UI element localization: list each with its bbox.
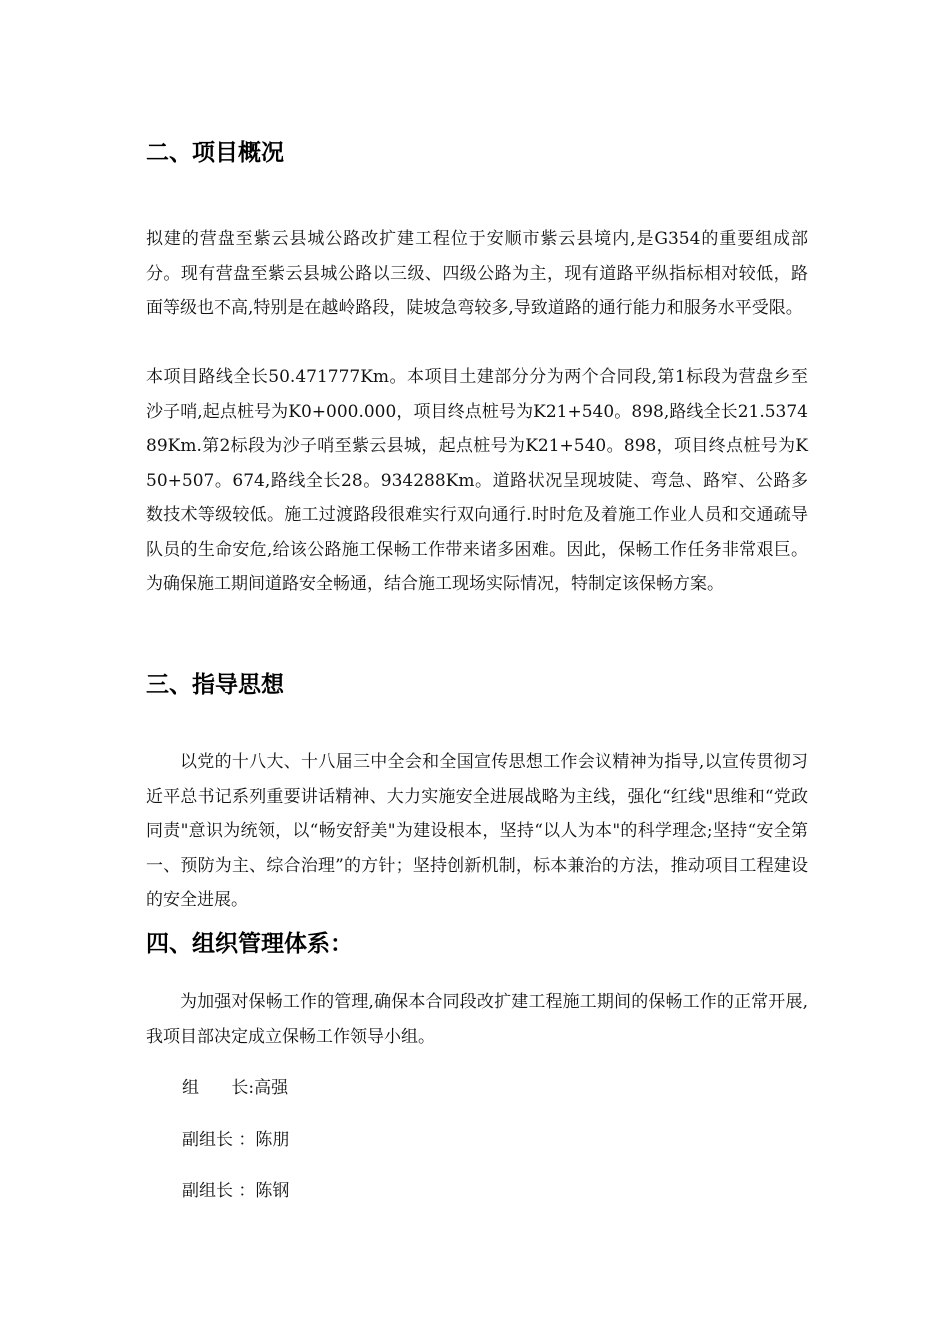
section-heading-guiding: 三、指导思想 — [146, 672, 284, 698]
section-heading-organization: 四、组织管理体系： — [146, 931, 353, 957]
overview-paragraph-1: 拟建的营盘至紫云县城公路改扩建工程位于安顺市紫云县境内,是G354的重要组成部分。现有营盘至紫云县城公路以三级、四级公路为主，现有道路平纵指标相对较低，路面等级也不高,特别是在越岭路段，陡坡急弯较多,导致道路的通行能力和服务水平受限。 — [146, 229, 808, 318]
member-deputy-leader: 副组长 ：陈朋 — [182, 1130, 290, 1150]
organization-paragraph: 为加强对保畅工作的管理,确保本合同段改扩建工程施工期间的保畅工作的正常开展,我项目部决定成立保畅工作领导小组。 — [146, 992, 808, 1047]
overview-paragraph-2: 本项目路线全长50.471777Km。本项目土建部分分为两个合同段,第1标段为营盘乡至沙子哨,起点桩号为K0+000.000，项目终点桩号为K21+540。898,路线全长21.537489Km.第2标段为沙子哨至紫云县城，起点桩号为K21+540。898，项目终点桩号为K50+507。674,路线全长28。934288Km。道路状况呈现坡陡、弯急、路窄、公路多数技术等级较低。施工过渡路段很难实行双向通行.时时危及着施工作业人员和交通疏导队员的生命安危,给该公路施工保畅工作带来诸多困难。因此，保畅工作任务非常艰巨。为确保施工期间道路安全畅通，结合施工现场实际情况，特制定该保畅方案。 — [146, 367, 808, 594]
section-heading-overview: 二、项目概况 — [146, 140, 284, 166]
member-leader: 组 长:高强 — [182, 1078, 289, 1098]
member-deputy-leader: 副组长 ：陈钢 — [182, 1181, 290, 1201]
guiding-paragraph: 以党的十八大、十八届三中全会和全国宣传思想工作会议精神为指导,以宣传贯彻习近平总书记系列重要讲话精神、大力实施安全进展战略为主线，强化“红线"思维和“党政同责"意识为统领，以“畅安舒美"为建设根本，坚持“以人为本"的科学理念;坚持“安全第一、预防为主、综合治理”的方针；坚持创新机制，标本兼治的方法，推动项目工程建设的安全进展。 — [146, 752, 808, 910]
